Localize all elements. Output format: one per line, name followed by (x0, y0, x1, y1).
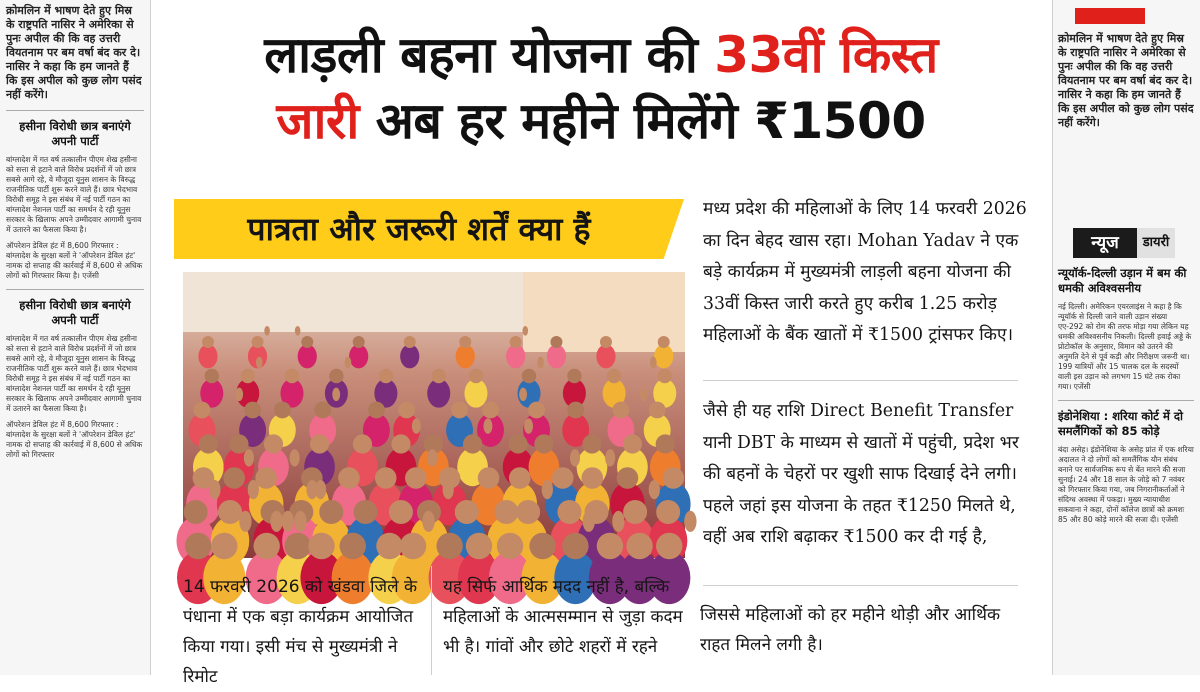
article-paragraph-1: मध्य प्रदेश की महिलाओं के लिए 14 फरवरी 2026 का दिन बेहद खास रहा। Mohan Yadav ने एक बड़े कार्यक्रम में मुख्यमंत्री लाड़ली बहना योजना की 33वीं किस्त जारी करते हुए करीब 1.25 करोड़ महिलाओं के बैंक खातों में ₹1500 ट्रांसफर किए। (703, 199, 1027, 345)
left-body-3: बांग्लादेश में गत वर्ष तत्कालीन पीएम शेख हसीना को सत्ता से हटाने वाले विरोध प्रदर्शनों में जो छात्र सबसे आगे रहे, वे मौजूदा यूनुस शासन के विरुद्ध राजनीतिक पार्टी शुरू करने वाले हैं। छात्र भेदभाव विरोधी समूह ने इस संबंध में नई पार्टी गठन का बांग्लादेश नेशनल पार्टी का समर्थन दे रही यूनुस सरकार के खिलाफ अपने उम्मीदवार आगामी चुनाव में उतारने का फैसला किया है। (6, 334, 142, 413)
headline-line-1 (150, 22, 1052, 88)
headline-part: लाड़ली बहना योजना की (264, 26, 715, 84)
left-top-text: क्रोमलिन में भाषण देते हुए मिस्र के राष्ट्रपति नासिर ने अमेरिका से पुनः अपील की कि वह उत्तरी वियतनाम पर बम वर्षा बंद कर दे। नासिर ने कहा कि हम जानते हैं कि इस अपील को कुछ लोग पसंद नहीं करेंगे। (6, 4, 142, 101)
left-body-1: बांग्लादेश में गत वर्ष तत्कालीन पीएम शेख हसीना को सत्ता से हटाने वाले विरोध प्रदर्शनों में जो छात्र सबसे आगे रहे, वे मौजूदा यूनुस शासन के विरुद्ध राजनीतिक पार्टी शुरू करने वाले हैं। छात्र भेदभाव विरोधी समूह ने इस संबंध में नई पार्टी गठन का बांग्लादेश नेशनल पार्टी का समर्थन दे रही यूनुस सरकार के खिलाफ अपने उम्मीदवार आगामी चुनाव में उतारने का फैसला किया है। (6, 155, 142, 234)
left-divider (6, 289, 144, 290)
headline-highlight: 33वीं किस्त (714, 26, 938, 84)
article-paragraph-5: यह सिर्फ आर्थिक मदद नहीं है, बल्कि महिलाओं के आत्मसम्मान से जुड़ा कदम भी है। गांवों और छोटे शहरों में रहने (443, 577, 683, 657)
news-diary-badge: न्यूज (1073, 228, 1137, 258)
article-paragraph-3: जिससे महिलाओं को हर महीने थोड़ी और आर्थिक राहत मिलने लगी है। (700, 605, 1000, 655)
crowd-photo-icon (183, 272, 685, 558)
left-heading-1: हसीना विरोधी छात्र बनाएंगे अपनी पार्टी (19, 119, 131, 148)
left-heading-2: हसीना विरोधी छात्र बनाएंगे अपनी पार्टी (19, 298, 131, 327)
crowd-photo (183, 272, 685, 558)
headline (150, 22, 1052, 154)
column-separator (431, 566, 432, 675)
headline-part: अब हर महीने मिलेंगे ₹1500 (358, 92, 926, 150)
right-top-text: क्रोमलिन में भाषण देते हुए मिस्र के राष्ट्रपति नासिर ने अमेरिका से पुनः अपील की कि वह उत्तरी वियतनाम पर बम वर्षा बंद कर दे। नासिर ने कहा कि हम जानते हैं कि इस अपील को कुछ लोग पसंद नहीं करेंगे। (1058, 32, 1194, 129)
left-body-4: ऑपरेशन डेविल हंट में 8,600 गिरफ्तार : बांग्लादेश के सुरक्षा बलों ने 'ऑपरेशन डेविल हंट' नामक दो सप्ताह की कार्रवाई में 8,600 से अधिक लोगों को गिरफ्तार (6, 420, 143, 459)
left-divider (6, 110, 144, 111)
left-side-column (0, 0, 150, 675)
headline-line-2 (150, 88, 1052, 154)
right-side-column (1052, 0, 1200, 675)
right-heading-1: न्यूयॉर्क-दिल्ली उड़ान में बम की धमकी अविश्वसनीय (1058, 266, 1187, 295)
right-body-1: नई दिल्ली। अमेरिकन एयरलाइंस ने कहा है कि न्यूयॉर्क से दिल्ली जाने वाली उड़ान संख्या एए-292 को रोम की तरफ मोड़ा गया लेकिन यह धमकी अविश्वसनीय निकली। दिल्ली हवाई अड्डे के प्रोटोकॉल के अनुसार, विमान को उतरने की अनुमति देने से पूर्व कड़ी और निरीक्षण जरूरी था। 199 यात्रियों और 15 चालक दल के सदस्यों वाली इस उड़ान को लगभग 15 घंटे तक रोका गया। एजेंसी (1058, 302, 1192, 391)
right-heading-2: इंडोनेशिया : शरिया कोर्ट में दो समलैंगिकों को 85 कोड़े (1058, 409, 1183, 438)
article-divider (703, 585, 1018, 586)
column-separator (1052, 0, 1053, 675)
left-body-2: ऑपरेशन डेविल हंट में 8,600 गिरफ्तार : बांग्लादेश के सुरक्षा बलों ने 'ऑपरेशन डेविल हंट' नामक दो सप्ताह की कार्रवाई में 8,600 से अधिक लोगों को गिरफ्तार किया है। एजेंसी (6, 241, 143, 280)
right-divider (1058, 400, 1194, 401)
article-paragraph-4: 14 फरवरी 2026 को खंडवा जिले के पंधाना में एक बड़ा कार्यक्रम आयोजित किया गया। इसी मंच से मुख्यमंत्री ने रिमोट (183, 577, 418, 687)
right-body-2: बंदा असेह। इंडोनेशिया के असेह प्रांत में एक शरिया अदालत ने दो लोगों को समलैंगिक यौन संबंध बनाने पर सार्वजनिक रूप से बेंत मारने की सजा सुनाई। 24 और 18 साल के जोड़े को 7 नवंबर को गिरफ्तार किया गया, जब निगरानीकर्ताओं ने संदिग्ध अवस्था में पकड़ा। मुख्य न्यायाधीश सकवाना ने कहा, दोनों कॉलेज छात्रों को क्रमशः 85 और 80 कोड़े मारने की सजा दी। एजेंसी (1058, 445, 1194, 524)
article-paragraph-2: जैसे ही यह राशि Direct Benefit Transfer यानी DBT के माध्यम से खातों में पहुंची, प्रदेश भर की बहनों के चेहरों पर खुशी साफ दिखाई देने लगी। पहले जहां इस योजना के तहत ₹1250 मिलते थे, वहीं अब राशि बढ़ाकर ₹1500 कर दी गई है, (703, 401, 1019, 547)
news-diary-badge-label: डायरी (1137, 228, 1175, 258)
subhead-text: पात्रता और जरूरी शर्तें क्या हैं (247, 210, 591, 248)
headline-highlight: जारी (276, 92, 359, 150)
article-divider (703, 380, 1018, 381)
right-red-marker (1075, 8, 1145, 24)
